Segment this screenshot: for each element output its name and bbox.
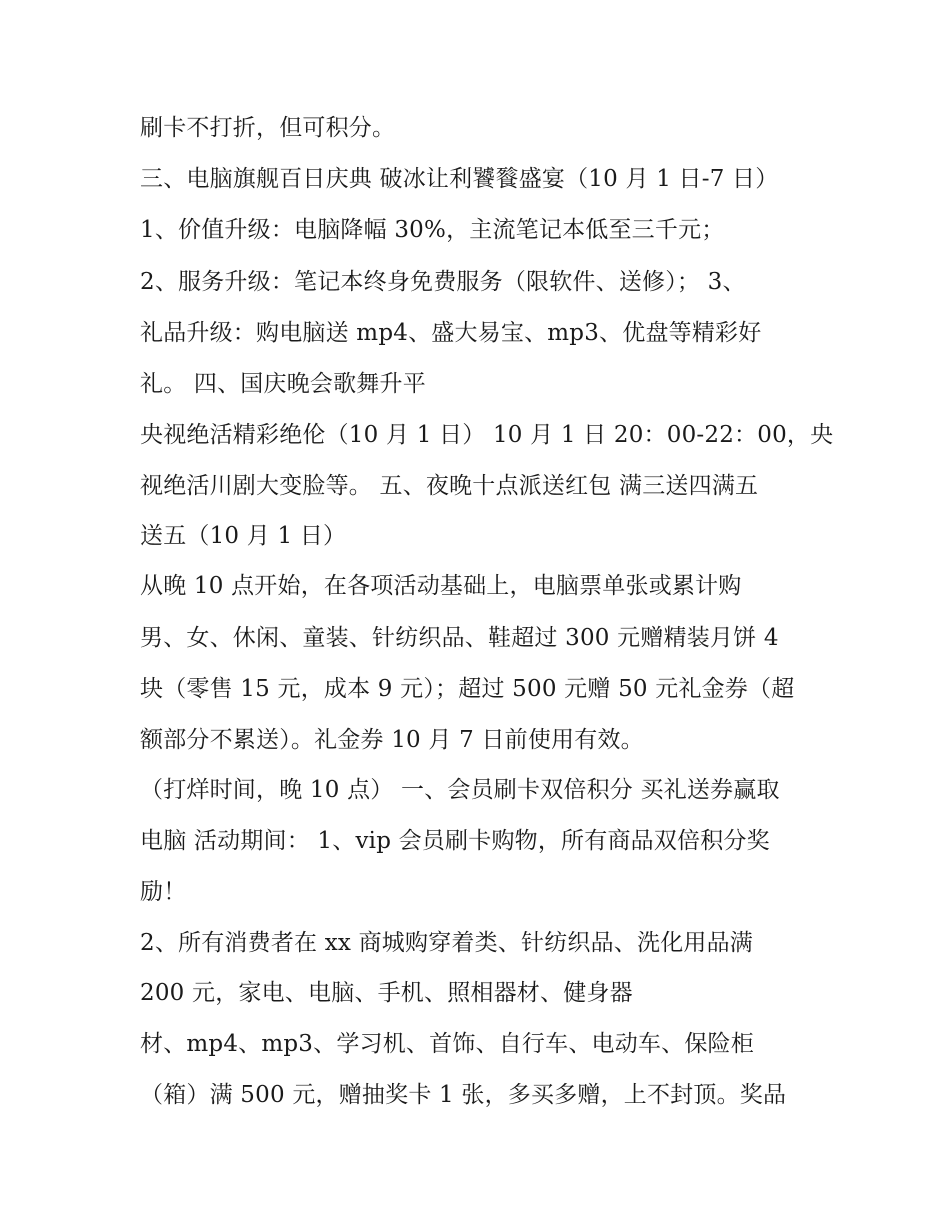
text-line: 送五（10 月 1 日） [140, 523, 347, 549]
text-line: 央视绝活精彩绝伦（10 月 1 日） 10 月 1 日 20：00-22：00，央 [140, 422, 834, 448]
text-line: 刷卡不打折，但可积分。 [140, 115, 396, 141]
text-line: 200 元，家电、电脑、手机、照相器材、健身器 [140, 980, 633, 1006]
text-line: 额部分不累送）。礼金券 10 月 7 日前使用有效。 [140, 727, 644, 753]
text-line: 块（零售 15 元，成本 9 元）；超过 500 元赠 50 元礼金券（超 [140, 676, 795, 702]
text-line: 材、mp4、mp3、学习机、首饰、自行车、电动车、保险柜 [140, 1031, 754, 1057]
text-line: （箱）满 500 元，赠抽奖卡 1 张，多买多赠，上不封顶。奖品 [140, 1082, 787, 1108]
text-line: 2、所有消费者在 xx 商城购穿着类、针纺织品、洗化用品满 [140, 930, 753, 956]
text-line: 视绝活川剧大变脸等。 五、夜晚十点派送红包 满三送四满五 [140, 473, 759, 499]
section-heading: 三、电脑旗舰百日庆典 破冰让利饕餮盛宴（10 月 1 日-7 日） [140, 166, 779, 192]
text-line: 男、女、休闲、童装、针纺织品、鞋超过 300 元赠精装月饼 4 [140, 625, 779, 651]
text-line: 励！ [140, 879, 187, 905]
text-line: 礼。 四、国庆晚会歌舞升平 [140, 371, 426, 397]
text-line: 2、服务升级：笔记本终身免费服务（限软件、送修）； 3、 [140, 269, 746, 295]
text-line: 电脑 活动期间： 1、vip 会员刷卡购物，所有商品双倍积分奖 [140, 828, 770, 854]
text-line: （打烊时间，晚 10 点） 一、会员刷卡双倍积分 买礼送券赢取 [140, 777, 780, 803]
text-line: 从晚 10 点开始，在各项活动基础上，电脑票单张或累计购 [140, 573, 742, 599]
text-line: 礼品升级：购电脑送 mp4、盛大易宝、mp3、优盘等精彩好 [140, 320, 762, 346]
text-line: 1、价值升级：电脑降幅 30%，主流笔记本低至三千元； [140, 217, 725, 243]
